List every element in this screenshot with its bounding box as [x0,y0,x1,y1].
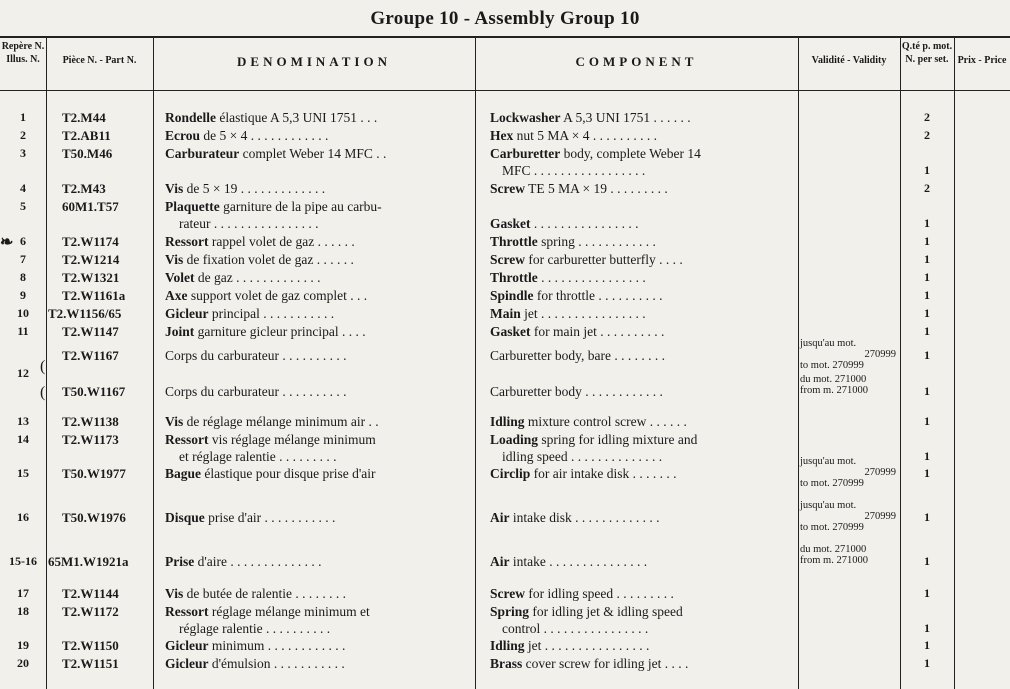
quantity: 1 [924,656,930,670]
ref-number: 16 [17,510,29,524]
quantity: 1 [924,554,930,568]
component-keyword: Brass [490,656,523,671]
validity-line: 270999 [864,467,896,478]
validity-cell [800,544,896,566]
denomination-line: Ressort réglage mélange minimum et [165,604,370,619]
header-ref-line: Repère N. [1,41,45,52]
ref-number: 12 [17,366,29,380]
denomination-line: Axe support volet de gaz complet . . . [165,288,368,303]
ref-number: 15 [17,466,29,480]
validity-line: 270999 [864,349,896,360]
denomination-keyword: Vis [165,414,184,429]
validity-cell [800,500,896,533]
header-qty [900,40,954,66]
part-number: T2.W1167 [62,348,119,363]
denomination-line: Bague élastique pour disque prise d'air [165,466,376,481]
header-ref-line: Illus. N. [6,54,40,65]
header-part: Pièce N. - Part N. [62,55,137,66]
denomination-line: Plaquette garniture de la pipe au carbu- [165,199,382,214]
denomination-keyword: Disque [165,510,205,525]
component-line: Throttle spring . . . . . . . . . . . . [490,234,656,249]
quantity: 1 [924,306,930,320]
quantity: 1 [924,252,930,266]
part-number: T2.M43 [62,181,106,196]
validity-line: 270999 [864,511,896,522]
denomination-keyword: Volet [165,270,195,285]
denomination-keyword: Vis [165,181,184,196]
component-keyword: Throttle [490,270,538,285]
part-number: T50.W1977 [62,466,126,481]
quantity: 1 [924,621,930,635]
quantity: 1 [924,466,930,480]
quantity: 1 [924,510,930,524]
part-number: T2.W1150 [62,638,119,653]
component-keyword: Gasket [490,324,531,339]
denomination-line: Volet de gaz . . . . . . . . . . . . . [165,270,321,285]
component-line: control . . . . . . . . . . . . . . . . [502,621,649,636]
part-number: T2.W1174 [62,234,119,249]
ref-number: 8 [20,270,26,284]
denomination-keyword: Vis [165,586,184,601]
part-number: T2.W1161a [62,288,126,303]
component-line: Air intake . . . . . . . . . . . . . . . [490,554,648,569]
quantity: 1 [924,216,930,230]
part-number: T2.W1144 [62,586,119,601]
page-title: Groupe 10 - Assembly Group 10 [370,8,640,29]
denomination-line: Gicleur minimum . . . . . . . . . . . . [165,638,346,653]
part-number: T2.W1173 [62,432,119,447]
component-line: Circlip for air intake disk . . . . . . . [490,466,677,481]
part-number: T50.W1976 [62,510,126,525]
denomination-keyword: Ressort [165,234,209,249]
header-component: COMPONENT [575,54,698,69]
part-number: T50.M46 [62,146,113,161]
header-bottom-rule [0,90,1010,91]
component-keyword: Hex [490,128,514,143]
bracket-mark: ( [40,384,46,401]
denomination-line: Corps du carburateur . . . . . . . . . . [165,384,347,399]
quantity: 1 [924,586,930,600]
component-keyword: Lockwasher [490,110,561,125]
part-number: T2.W1156/65 [48,306,122,321]
header-price: Prix - Price [957,55,1007,66]
ref-number: 14 [17,432,29,446]
denomination-keyword: Axe [165,288,188,303]
quantity: 1 [924,348,930,362]
denomination-line: Vis de 5 × 19 . . . . . . . . . . . . . [165,181,326,196]
component-line: Idling jet . . . . . . . . . . . . . . . . [490,638,650,653]
denomination-line: Vis de fixation volet de gaz . . . . . . [165,252,354,267]
component-line: Loading spring for idling mixture and [490,432,698,447]
ref-number: 18 [17,604,29,618]
part-number: T2.W1172 [62,604,119,619]
component-line: Screw TE 5 MA × 19 . . . . . . . . . [490,181,668,196]
component-line: Brass cover screw for idling jet . . . . [490,656,689,671]
part-number: 65M1.W1921a [48,554,129,569]
ref-number: 9 [20,288,26,302]
ref-number: 1 [20,110,26,124]
validity-line: jusqu'au mot. [800,500,857,511]
ref-number: 10 [17,306,29,320]
parts-table [0,36,1010,689]
ref-number: 17 [17,586,29,600]
denomination-line: Disque prise d'air . . . . . . . . . . . [165,510,336,525]
ref-number: 11 [17,324,29,338]
denomination-line: Gicleur principal . . . . . . . . . . . [165,306,335,321]
denomination-keyword: Bague [165,466,202,481]
quantity: 1 [924,449,930,463]
component-keyword: Spring [490,604,530,619]
validity-cell [800,338,896,371]
quantity: 1 [924,638,930,652]
denomination-line: Vis de butée de ralentie . . . . . . . . [165,586,346,601]
quantity: 1 [924,324,930,338]
table-top-rule [0,36,1010,38]
validity-line: du mot. 271000 [800,374,867,385]
part-number: T2.AB11 [62,128,111,143]
validity-line: jusqu'au mot. [800,338,857,349]
part-number: T2.W1151 [62,656,119,671]
denomination-keyword: Carburateur [165,146,240,161]
quantity: 1 [924,234,930,248]
component-keyword: Screw [490,586,525,601]
denomination-line: Corps du carburateur . . . . . . . . . . [165,348,347,363]
denomination-keyword: Gicleur [165,306,209,321]
quantity: 1 [924,384,930,398]
denomination-keyword: Ressort [165,604,209,619]
denomination-keyword: Vis [165,252,184,267]
component-line: Gasket for main jet . . . . . . . . . . [490,324,665,339]
component-keyword: Main [490,306,521,321]
validity-line: to mot. 270999 [800,478,864,489]
component-keyword: Carburetter [490,146,561,161]
column-divider [153,36,154,689]
denomination-keyword: Ecrou [165,128,201,143]
component-line: Carburetter body, complete Weber 14 [490,146,701,161]
component-line: Gasket . . . . . . . . . . . . . . . . [490,216,639,231]
denomination-line: Prise d'aire . . . . . . . . . . . . . . [165,554,322,569]
header-qty-line: N. per set. [905,54,949,65]
validity-line: from m. 271000 [800,555,868,566]
component-keyword: Throttle [490,234,538,249]
denomination-line: Joint garniture gicleur principal . . . . [165,324,366,339]
validity-line: jusqu'au mot. [800,456,857,467]
component-line: Hex nut 5 MA × 4 . . . . . . . . . . [490,128,657,143]
header-ref [0,40,46,66]
denomination-line: Carburateur complet Weber 14 MFC . . [165,146,387,161]
component-keyword: Idling [490,638,525,653]
part-number: T50.W1167 [62,384,126,399]
component-line: MFC . . . . . . . . . . . . . . . . . [502,163,646,178]
component-line: Carburetter body, bare . . . . . . . . [490,348,665,363]
ref-number: 13 [17,414,29,428]
denomination-keyword: Rondelle [165,110,217,125]
quantity: 1 [924,270,930,284]
part-number: T2.W1147 [62,324,119,339]
validity-line: to mot. 270999 [800,360,864,371]
component-line: Spring for idling jet & idling speed [490,604,683,619]
denomination-line: Vis de réglage mélange minimum air . . [165,414,379,429]
column-divider [954,36,955,689]
component-line: Main jet . . . . . . . . . . . . . . . . [490,306,646,321]
ref-number: 7 [20,252,26,266]
bracket-mark: ( [40,358,46,375]
component-keyword: Screw [490,252,525,267]
column-divider [475,36,476,689]
component-keyword: Circlip [490,466,531,481]
denomination-line: Rondelle élastique A 5,3 UNI 1751 . . . [165,110,378,125]
ref-number: 5 [20,199,26,213]
component-line: Screw for idling speed . . . . . . . . . [490,586,674,601]
ref-number: 3 [20,146,26,160]
header-denomination: DENOMINATION [237,54,391,69]
component-keyword: Idling [490,414,525,429]
column-divider [798,36,799,689]
quantity: 2 [924,128,930,142]
quantity: 1 [924,414,930,428]
denomination-keyword: Gicleur [165,656,209,671]
component-line: Lockwasher A 5,3 UNI 1751 . . . . . . [490,110,691,125]
ref-number: 20 [17,656,29,670]
validity-cell [800,374,896,396]
component-line: Air intake disk . . . . . . . . . . . . . [490,510,660,525]
component-line: Spindle for throttle . . . . . . . . . . [490,288,663,303]
validity-line: to mot. 270999 [800,522,864,533]
validity-cell [800,456,896,489]
validity-line: from m. 271000 [800,385,868,396]
component-keyword: Gasket [490,216,531,231]
header-qty-line: Q.té p. mot. [901,41,953,52]
ref-number: 6 [20,234,26,248]
component-line: Carburetter body . . . . . . . . . . . . [490,384,663,399]
part-number: T2.M44 [62,110,106,125]
denomination-line: réglage ralentie . . . . . . . . . . [179,621,331,636]
component-keyword: Screw [490,181,525,196]
component-keyword: Air [490,554,510,569]
denomination-line: rateur . . . . . . . . . . . . . . . . [179,216,319,231]
denomination-line: et réglage ralentie . . . . . . . . . [179,449,337,464]
part-number: 60M1.T57 [62,199,119,214]
header-validity: Validité - Validity [811,55,887,66]
part-number: T2.W1138 [62,414,119,429]
ref-number: 19 [17,638,29,652]
component-line: Idling mixture control screw . . . . . . [490,414,687,429]
ref-number: 2 [20,128,26,142]
component-keyword: Spindle [490,288,534,303]
component-line: Screw for carburetter butterfly . . . . [490,252,683,267]
denomination-keyword: Ressort [165,432,209,447]
part-number: T2.W1214 [62,252,120,267]
component-keyword: Air [490,510,510,525]
denomination-keyword: Gicleur [165,638,209,653]
ref-number: 15-16 [9,554,37,568]
denomination-line: Ressort rappel volet de gaz . . . . . . [165,234,355,249]
denomination-line: Gicleur d'émulsion . . . . . . . . . . . [165,656,345,671]
quantity: 1 [924,288,930,302]
component-line: idling speed . . . . . . . . . . . . . . [502,449,663,464]
column-divider [46,36,47,689]
denomination-keyword: Prise [165,554,195,569]
denomination-keyword: Plaquette [165,199,220,214]
quantity: 1 [924,163,930,177]
denomination-keyword: Joint [165,324,195,339]
validity-line: du mot. 271000 [800,544,867,555]
ref-number: 4 [20,181,26,195]
denomination-line: Ecrou de 5 × 4 . . . . . . . . . . . . [165,128,329,143]
denomination-line: Ressort vis réglage mélange minimum [165,432,376,447]
margin-mark: ❧ [0,234,14,251]
part-number: T2.W1321 [62,270,120,285]
quantity: 2 [924,181,930,195]
component-keyword: Loading [490,432,539,447]
quantity: 2 [924,110,930,124]
component-line: Throttle . . . . . . . . . . . . . . . . [490,270,646,285]
